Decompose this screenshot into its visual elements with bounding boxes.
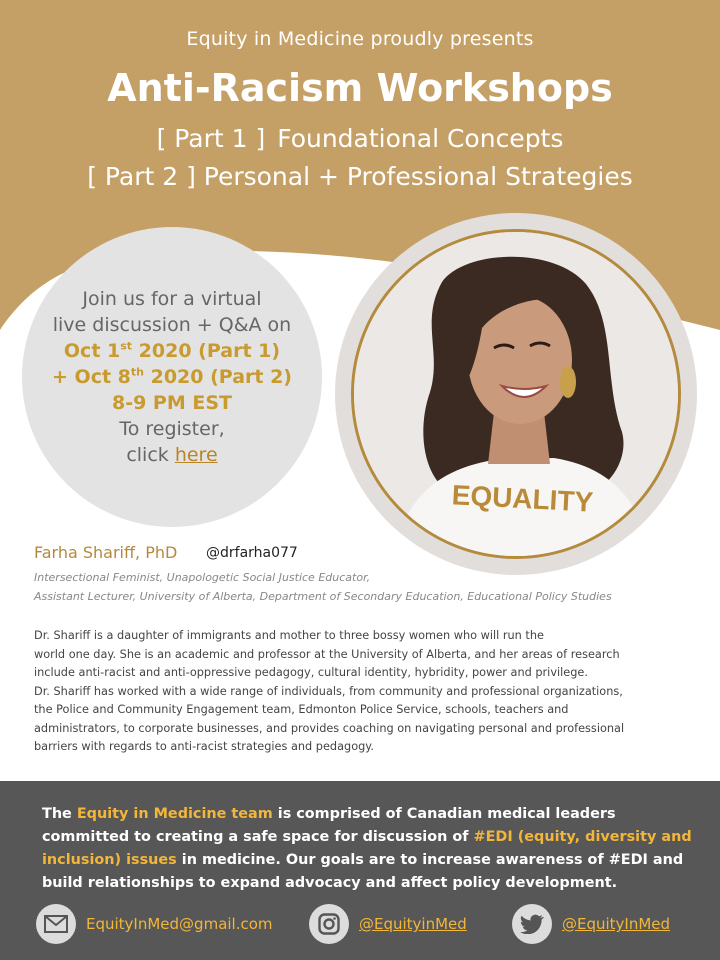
twitter-contact[interactable] <box>512 904 670 944</box>
speaker-photo <box>351 229 681 559</box>
footer-edi-highlight: #EDI (equity, diversity and inclusion) issues <box>42 829 692 868</box>
footer <box>0 781 720 960</box>
footer-text-1: The <box>42 806 77 822</box>
email-contact[interactable] <box>36 904 273 944</box>
date2-rest: 2020 (Part 2) <box>143 366 292 388</box>
footer-team-highlight: Equity in Medicine team <box>76 806 273 822</box>
date2-day: Oct 8 <box>74 366 131 388</box>
date1-suffix: st <box>120 339 133 353</box>
register-click-line <box>126 442 217 468</box>
part1-label: [ Part 1 ] <box>156 124 266 153</box>
event-intro-line2: live discussion + Q&A on <box>52 314 292 336</box>
envelope-icon <box>36 904 76 944</box>
speaker-name: Farha Shariff, PhD <box>34 543 178 562</box>
shirt-text: EQUALITY <box>451 479 594 518</box>
register-link[interactable]: here <box>174 444 218 466</box>
footer-description <box>42 803 692 895</box>
speaker-photo-frame <box>335 213 697 575</box>
twitter-handle[interactable]: @EquityInMed <box>562 915 671 933</box>
footer-text-3: in medicine. Our goals are to increase awareness of #EDI and build relationships to expand advocacy and affect policy development. <box>42 852 684 891</box>
date2-suffix: th <box>130 365 144 379</box>
bio-line: barriers with regards to anti-racist strategies and pedagogy. <box>34 740 374 753</box>
event-time: 8-9 PM EST <box>111 392 232 414</box>
bio-line: world one day. She is an academic and professor at the University of Alberta, and her areas of research <box>34 647 620 661</box>
date2-plus: + <box>52 366 75 388</box>
instagram-icon <box>309 904 349 944</box>
bio-line: Dr. Shariff is a daughter of immigrants and mother to three bossy women who will run the <box>34 629 544 642</box>
date1-rest: 2020 (Part 1) <box>132 340 281 362</box>
twitter-bird-icon <box>512 904 552 944</box>
bio-line: include anti-racist and anti-oppressive pedagogy, cultural identity, hybridity, power and privilege. <box>34 666 588 679</box>
instagram-contact[interactable] <box>309 904 467 944</box>
footer-text-2: is comprised of Canadian medical leaders committed to creating a safe space for discussion of <box>42 806 616 845</box>
speaker-title-line2: Assistant Lecturer, University of Alberta, Department of Secondary Education, Educational Policy Studies <box>34 590 612 603</box>
event-info-circle <box>22 227 322 527</box>
speaker-title-line1: Intersectional Feminist, Unapologetic Social Justice Educator, <box>34 571 371 584</box>
email-address[interactable]: EquityInMed@gmail.com <box>86 915 273 933</box>
event-intro-line1: Join us for a virtual <box>82 288 262 310</box>
bio-line: Dr. Shariff has worked with a wide range of individuals, from community and professional organizations, <box>34 684 623 698</box>
bio-line: the Police and Community Engagement team, Edmonton Police Service, schools, teachers and <box>34 703 569 716</box>
date1-day: Oct 1 <box>63 340 121 362</box>
speaker-handle: @drfarha077 <box>206 545 298 561</box>
event-date-part2 <box>52 364 292 390</box>
click-text: click <box>126 444 175 466</box>
part2-line: [ Part 2 ] Personal + Professional Strategies <box>87 162 633 191</box>
page-title: Anti-Racism Workshops <box>107 66 613 110</box>
part1-topic: Foundational Concepts <box>277 124 564 153</box>
instagram-handle[interactable]: @EquityinMed <box>359 915 467 933</box>
part1-line <box>0 124 720 153</box>
register-line: To register, <box>119 418 225 440</box>
speaker-bio <box>34 627 694 757</box>
event-date-part1 <box>64 338 280 364</box>
presenter-line: Equity in Medicine proudly presents <box>186 28 534 50</box>
bio-line: administrators, to corporate businesses, and provides coaching on navigating personal and professional <box>34 721 625 735</box>
